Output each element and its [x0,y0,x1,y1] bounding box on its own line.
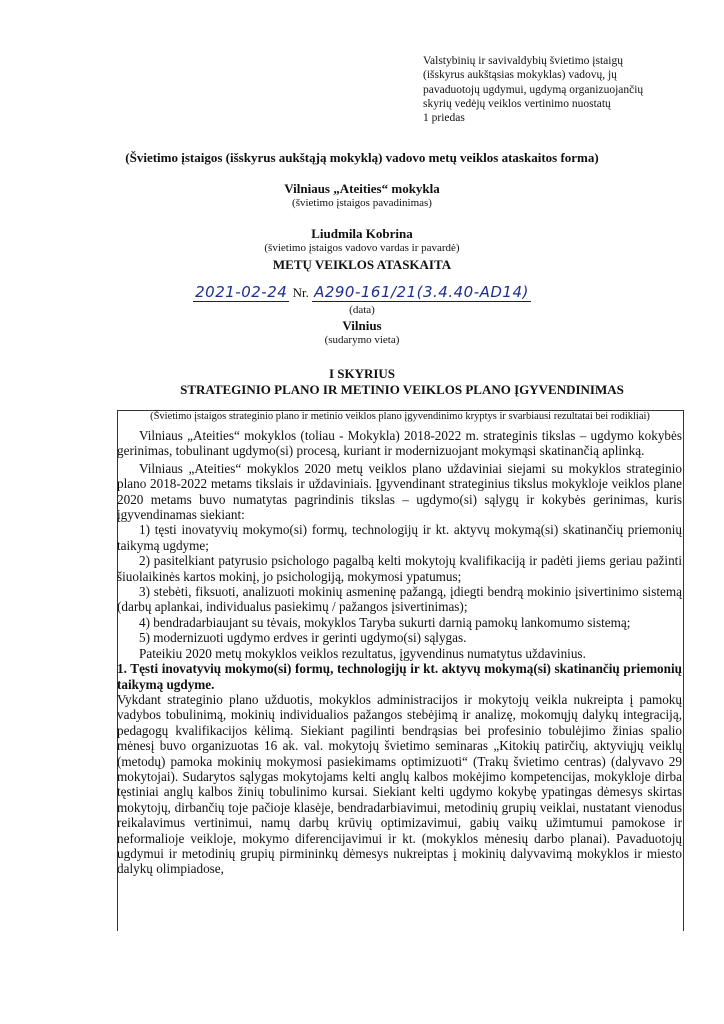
date-caption: (data) [349,304,375,316]
school-name: Vilniaus „Ateities“ mokykla [284,181,440,196]
school-caption: (švietimo įstaigos pavadinimas) [292,197,432,209]
date-number-line [0,283,724,301]
section-title: STRATEGINIO PLANO IR METINIO VEIKLOS PLANO ĮGYVENDINIMAS [180,382,624,397]
section-number: I SKYRIUS [328,366,396,381]
task-item: 2) pasitelkiant patyrusio psichologo pagalbą kelti mokytojų kvalifikaciją ir padėti jiems geriau pažinti šiuolaikinės kartos mokinį, jo psichologiją, mokymosi ypatumus; [117,553,682,584]
annex-line: skyrių vedėjų veiklos vertinimo nuostatų [423,97,611,110]
task-item: 4) bendradarbiaujant su tėvais, mokyklos Taryba sukurti darnią pamokų lankomumo sistemą; [139,614,631,630]
paragraph-strategy: Vilniaus „Ateities“ mokyklos (toliau - Mokykla) 2018-2022 m. strateginis tikslas – ugdymo kokybės gerinimas, tobulinant ugdymo(si) procesą, kuriant ir modernizuojant mokymąsi skatinančią aplinką. [117,428,682,459]
report-title: METŲ VEIKLOS ATASKAITA [272,257,452,272]
annex-line: pavaduotojų ugdymui, ugdymą organizuojančių [423,83,644,96]
handwritten-date: 2021-02-24 [195,283,288,301]
task-heading: 1. Tęsti inovatyvių mokymo(si) formų, technologijų ir kt. aktyvų mokymą(si) skatinančių priemonių taikymą ugdyme. [117,661,682,692]
head-caption: (švietimo įstaigos vadovo vardas ir pavardė) [264,242,460,254]
task-item: 1) tęsti inovatyvių mokymo(si) formų, technologijų ir kt. aktyvų mokymą(si) skatinančių priemonių taikymą ugdyme; [117,522,682,553]
task-item: 3) stebėti, fiksuoti, analizuoti mokinių asmeninę pažangą, įdiegti bendrą mokinio įsivertinimo sistemą (darbų aplankai, individualus pasiekimų / pažangos įsivertinimas); [117,584,682,615]
annex-note [423,54,693,125]
head-name: Liudmila Kobrina [311,226,413,241]
place: Vilnius [342,318,382,333]
form-title: (Švietimo įstaigos (išskyrus aukštąją mokyklą) vadovo metų veiklos ataskaitos forma) [125,150,599,165]
box-caption: (Švietimo įstaigos strateginio plano ir metinio veiklos plano įgyvendinimo kryptys ir svarbiausi rezultatai bei rodikliai) [150,411,650,422]
task-item: 5) modernizuoti ugdymo erdves ir gerinti ugdymo(si) sąlygas. [139,630,467,646]
annex-line: (išskyrus aukštąsias mokyklas) vadovų, jų [423,69,617,82]
paragraph-details: Vykdant strateginio plano užduotis, mokyklos administracijos ir mokytojų veikla nukreipta į pamokų vadybos tobulinimą, mokinių individualios pažangos stebėjimą ir analizę, mokomųjų dalykų integraciją, pedagogų kvalifikacijos kėlimą. Siekiant pagilinti bendrąsias bei profesinio tobulėjimo žinias spalio mėnesį buvo organizuotas 16 ak. val. mokytojų švietimo seminaras „Kitokių patirčių, aktyviųjų veiklų (metodų) pamoka mokinių mokymosi pasiekimams optimizuoti“ (Trakų švietimo centras) (dalyvavo 29 mokytojai). Sudarytos sąlygas mokytojams kelti anglų kalbos mokėjimo kompetencijas, mokykloje dirba tęstiniai anglų kalbos žinių tobulinimo kursai. Siekiant kelti ugdymo kokybę ypatingas dėmesys skirtas mokytojų, dirbančių toje pačioje klasėje, bendradarbiavimui, metodinių grupių veiklai, nustatant vienodus reikalavimus vertinimui, namų darbų krūvių optimizavimui, gabių vaikų užimtumui pamokose ir neformalioje veikloje, mokymo diferencijavimui ir kt. (mokyklos mėnesių darbo planai). Pavaduotojų ugdymui ir metodinių grupių pirmininkų dėmesys nukreiptas į mokinių dalyvavimą mokyklos ir miesto dalykų olimpiadose, [117,691,682,877]
report-body [117,428,682,877]
annex-line: Valstybinių ir savivaldybių švietimo įstaigų [423,55,623,67]
handwritten-number: A290-161/21(3.4.40-AD14) [314,283,529,301]
paragraph-plan: Vilniaus „Ateities“ mokyklos 2020 metų veiklos plano uždaviniai siejami su mokyklos strateginio plano 2018-2022 metams tikslais ir uždaviniais. Įgyvendinant strateginius tikslus mokykloje veiklos plane 2020 metams buvo numatytas pagrindinis tikslas – ugdymo(si) sąlygų ir kokybės gerinimas, kuris įgyvendinamas siekiant: [117,460,682,523]
place-caption: (sudarymo vieta) [324,334,400,346]
paragraph-results: Pateikiu 2020 metų mokyklos veiklos rezultatus, įgyvendinus numatytus uždavinius. [139,645,586,661]
annex-line: 1 priedas [423,112,465,125]
nr-label: Nr. [292,285,309,300]
